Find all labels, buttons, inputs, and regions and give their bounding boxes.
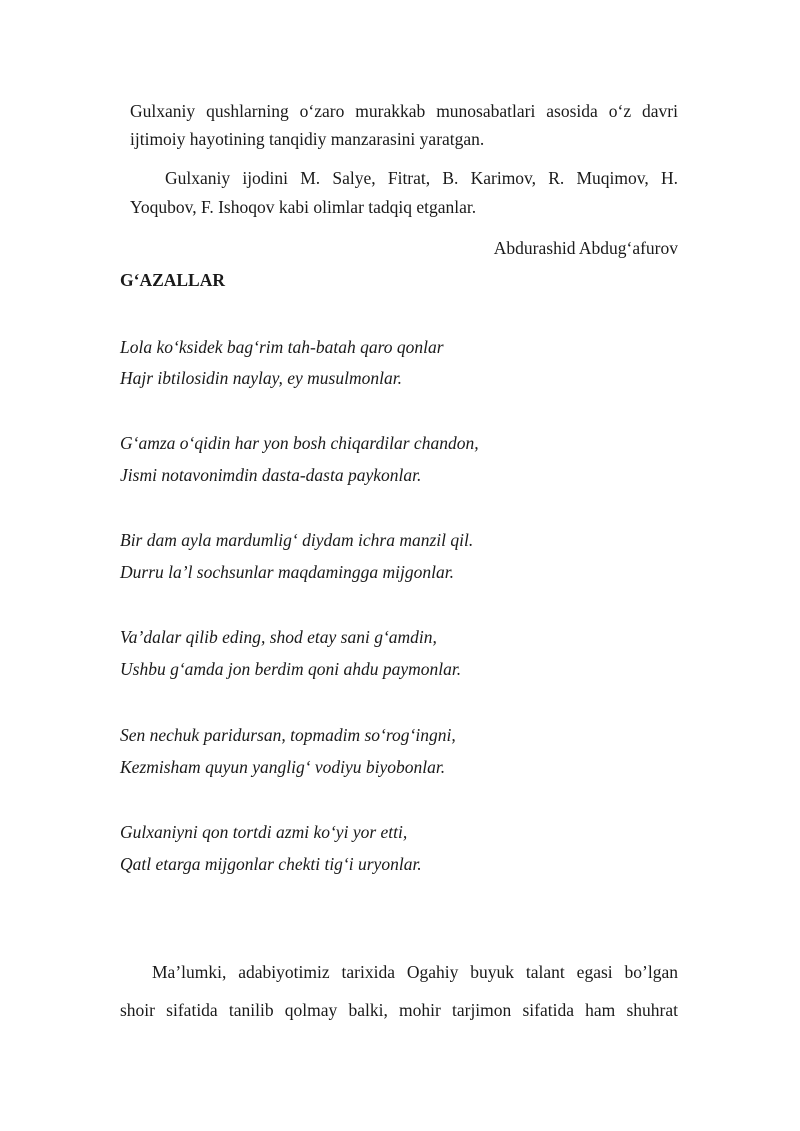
verse-line: Durru la’l sochsunlar maqdamingga mijgonlar. xyxy=(120,562,454,582)
author-name: Abdurashid Abdug‘afurov xyxy=(493,238,678,258)
section-title: G‘AZALLAR xyxy=(120,270,226,290)
verse-line: Jismi notavonimdin dasta-dasta paykonlar. xyxy=(120,465,422,485)
intro-line-3: Gulxaniy ijodini M. Salye, Fitrat, B. Karimov, R. Muqimov, H. xyxy=(165,168,678,188)
verse-line: Gulxaniyni qon tortdi azmi ko‘yi yor etti, xyxy=(120,822,408,842)
intro-line-4: Yoqubov, F. Ishoqov kabi olimlar tadqiq etganlar. xyxy=(130,197,477,217)
verse-line: Lola ko‘ksidek bag‘rim tah-batah qaro qonlar xyxy=(120,337,444,357)
verse-line: Ushbu g‘amda jon berdim qoni ahdu paymonlar. xyxy=(120,659,462,679)
intro-line-1: Gulxaniy qushlarning o‘zaro murakkab munosabatlari asosida o‘z davri xyxy=(130,101,678,121)
verse-line: Kezmisham quyun yanglig‘ vodiyu biyobonlar. xyxy=(120,757,446,777)
verse-line: Sen nechuk paridursan, topmadim so‘rog‘ingni, xyxy=(120,725,456,745)
verse-line: G‘amza o‘qidin har yon bosh chiqardilar chandon, xyxy=(120,433,479,453)
intro-line-2: ijtimoiy hayotining tanqidiy manzarasini yaratgan. xyxy=(130,129,485,149)
closing-line-2: shoir sifatida tanilib qolmay balki, mohir tarjimon sifatida ham shuhrat xyxy=(120,1000,678,1020)
closing-line-1: Ma’lumki, adabiyotimiz tarixida Ogahiy buyuk talant egasi bo’lgan xyxy=(152,962,678,982)
verse-line: Bir dam ayla mardumlig‘ diydam ichra manzil qil. xyxy=(120,530,474,550)
verse-line: Hajr ibtilosidin naylay, ey musulmonlar. xyxy=(120,368,402,388)
verse-line: Qatl etarga mijgonlar chekti tig‘i uryonlar. xyxy=(120,854,422,874)
verse-line: Va’dalar qilib eding, shod etay sani g‘amdin, xyxy=(120,627,437,647)
